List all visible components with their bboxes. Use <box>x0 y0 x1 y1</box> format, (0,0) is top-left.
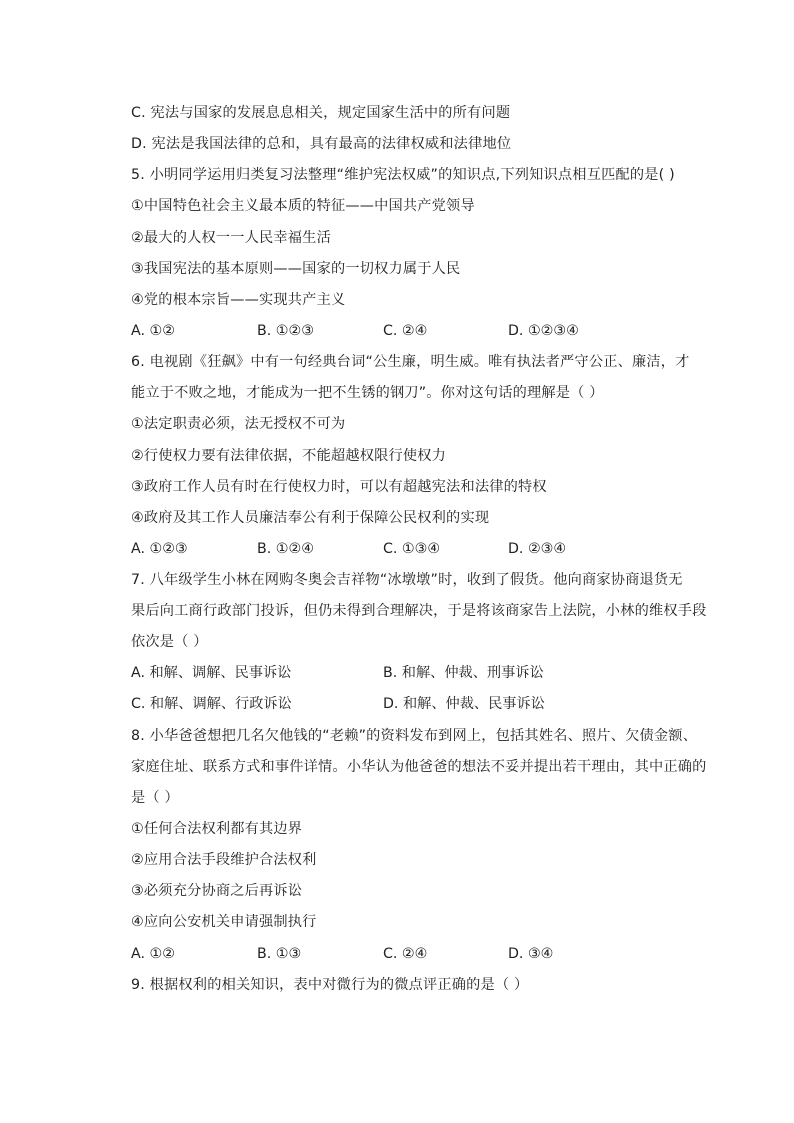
question-7-stem-line-3: 依次是（ ） <box>131 634 208 650</box>
q7-option-d[interactable]: D. 和解、仲裁、民事诉讼 <box>383 696 545 712</box>
option-c-line: C. 宪法与国家的发展息息相关，规定国家生活中的所有问题 <box>131 105 511 121</box>
q7-option-b[interactable]: B. 和解、仲裁、刑事诉讼 <box>383 665 544 681</box>
q6-option-c[interactable]: C. ①③④ <box>383 541 441 557</box>
question-8-stem-line-2: 家庭住址、联系方式和事件详情。小华认为他爸爸的想法不妥并提出若干理由，其中正确的 <box>131 759 707 775</box>
q5-statement-4: ④党的根本宗旨——实现共产主义 <box>131 292 346 308</box>
question-9-stem: 9. 根据权利的相关知识，表中对微行为的微点评正确的是（ ） <box>131 977 529 993</box>
q8-option-c[interactable]: C. ②④ <box>383 946 428 962</box>
q8-statement-4: ④应向公安机关申请强制执行 <box>131 914 317 930</box>
q5-statement-1: ①中国特色社会主义最本质的特征——中国共产党领导 <box>131 198 475 214</box>
q6-option-b[interactable]: B. ①②④ <box>257 541 314 557</box>
q7-options-row-2 <box>131 695 731 713</box>
q5-statement-2: ②最大的人权一一人民幸福生活 <box>131 230 331 246</box>
option-d-line: D. 宪法是我国法律的总和，具有最高的法律权威和法律地位 <box>131 136 512 152</box>
q8-options <box>131 945 731 963</box>
q8-statement-1: ①任何合法权利都有其边界 <box>131 821 303 837</box>
q6-options <box>131 540 731 558</box>
q5-option-b[interactable]: B. ①②③ <box>257 323 314 339</box>
question-7-stem-line-1: 7. 八年级学生小林在网购冬奥会吉祥物“冰墩墩”时，收到了假货。他向商家协商退货无 <box>131 572 683 588</box>
q7-option-c[interactable]: C. 和解、调解、行政诉讼 <box>131 696 292 712</box>
q6-statement-4: ④政府及其工作人员廉洁奉公有利于保障公民权利的实现 <box>131 510 490 526</box>
q6-option-a[interactable]: A. ①②③ <box>131 541 188 557</box>
question-6-stem-line-1: 6. 电视剧《狂飙》中有一句经典台词“公生廉，明生威。唯有执法者严守公正、廉洁，才 <box>131 354 690 370</box>
q6-statement-3: ③政府工作人员有时在行使权力时，可以有超越宪法和法律的特权 <box>131 479 547 495</box>
q8-option-b[interactable]: B. ①③ <box>257 946 302 962</box>
question-8-stem-line-3: 是（ ） <box>131 790 179 806</box>
q8-option-d[interactable]: D. ③④ <box>508 946 554 962</box>
q6-statement-2: ②行使权力要有法律依据，不能超越权限行使权力 <box>131 448 447 464</box>
q7-option-a[interactable]: A. 和解、调解、民事诉讼 <box>131 665 292 681</box>
question-7-stem-line-2: 果后向工商行政部门投诉，但仍未得到合理解决，于是将该商家告上法院，小林的维权手段 <box>131 603 707 619</box>
q6-statement-1: ①法定职责必须，法无授权不可为 <box>131 416 346 432</box>
q5-option-d[interactable]: D. ①②③④ <box>508 323 579 339</box>
question-8-stem-line-1: 8. 小华爸爸想把几名欠他钱的“老赖”的资料发布到网上，包括其姓名、照片、欠债金额、 <box>131 728 698 744</box>
q5-options <box>131 322 731 340</box>
q8-statement-2: ②应用合法手段维护合法权利 <box>131 852 317 868</box>
q5-statement-3: ③我国宪法的基本原则——国家的一切权力属于人民 <box>131 261 461 277</box>
q7-options-row-1 <box>131 664 731 682</box>
q6-option-d[interactable]: D. ②③④ <box>508 541 567 557</box>
q8-statement-3: ③必须充分协商之后再诉讼 <box>131 883 303 899</box>
question-6-stem-line-2: 能立于不败之地，才能成为一把不生锈的钢刀”。你对这句话的理解是（ ） <box>131 385 604 401</box>
q5-option-c[interactable]: C. ②④ <box>383 323 428 339</box>
q5-option-a[interactable]: A. ①② <box>131 323 175 339</box>
question-5-stem: 5. 小明同学运用归类复习法整理“维护宪法权威”的知识点,下列知识点相互匹配的是( ) <box>131 167 675 183</box>
q8-option-a[interactable]: A. ①② <box>131 946 175 962</box>
